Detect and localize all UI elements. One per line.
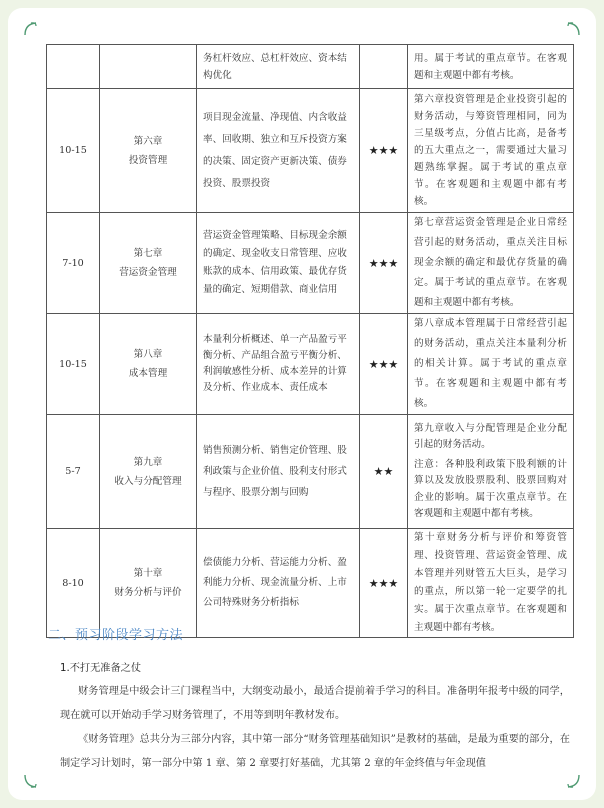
content-cell: 本量利分析概述、单一产品盈亏平衡分析、产品组合盈亏平衡分析、利润敏感性分析、成本差异的计算及分析、作业成本、责任成本 bbox=[197, 314, 360, 415]
chapter-number: 第十章 bbox=[133, 568, 163, 579]
table-row bbox=[47, 415, 574, 529]
desc-cell: 第七章营运资金管理是企业日常经营引起的财务活动，重点关注目标现金余额的确定和最优存货量的确定。属于考试的重点章节。在客观题和主观题中都有考核。 bbox=[408, 213, 574, 314]
desc-cell: 用。属于考试的重点章节。在客观题和主观题中都有考核。 bbox=[408, 45, 574, 89]
desc-note: 注意：各种股利政策下股利额的计算以及发放股票股利、股票回购对企业的影响。属于次重点章节。在客观题和主观题中都有考核。 bbox=[414, 458, 567, 519]
subsection-title: 1.不打无准备之仗 bbox=[60, 663, 142, 674]
chapter-cell bbox=[100, 45, 197, 89]
chapter-number: 第七章 bbox=[133, 248, 163, 259]
corner-decoration-top-right bbox=[564, 20, 582, 38]
paragraph: 财务管理是中级会计三门课程当中，大纲变动最小，最适合提前着手学习的科目。准备明年报考中级的同学，现在就可以开始动手学习财务管理了，不用等到明年教材发布。 bbox=[60, 686, 570, 721]
hours-cell: 10-15 bbox=[47, 314, 100, 415]
hours-cell: 8-10 bbox=[47, 529, 100, 638]
chapter-cell bbox=[100, 314, 197, 415]
chapter-name: 营运资金管理 bbox=[119, 267, 177, 278]
content-cell: 项目现金流量、净现值、内含收益率、回收期、独立和互斥投资方案的决策、固定资产更新决策、债券投资、股票投资 bbox=[197, 89, 360, 213]
stars-cell: ★★★ bbox=[360, 213, 408, 314]
study-plan-table bbox=[46, 44, 574, 638]
chapter-cell bbox=[100, 415, 197, 529]
section-title: 二、预习阶段学习方法 bbox=[48, 628, 184, 643]
content-cell: 销售预测分析、销售定价管理、股利政策与企业价值、股利支付形式与程序、股票分割与回购 bbox=[197, 415, 360, 529]
table-row bbox=[47, 314, 574, 415]
content-cell: 务杠杆效应、总杠杆效应、资本结构优化 bbox=[197, 45, 360, 89]
hours-cell: 7-10 bbox=[47, 213, 100, 314]
corner-decoration-top-left bbox=[22, 20, 40, 38]
stars-cell: ★★★ bbox=[360, 529, 408, 638]
content-cell: 营运资金管理策略、目标现金余额的确定、现金收支日常管理、应收账款的成本、信用政策、最优存货量的确定、短期借款、商业信用 bbox=[197, 213, 360, 314]
corner-decoration-bottom-left bbox=[22, 772, 40, 790]
stars-cell bbox=[360, 45, 408, 89]
chapter-cell bbox=[100, 529, 197, 638]
content-cell: 偿债能力分析、营运能力分析、盈利能力分析、现金流量分析、上市公司特殊财务分析指标 bbox=[197, 529, 360, 638]
chapter-name: 收入与分配管理 bbox=[114, 475, 182, 487]
chapter-name: 财务分析与评价 bbox=[114, 587, 182, 598]
chapter-cell bbox=[100, 213, 197, 314]
table-row bbox=[47, 529, 574, 638]
desc-cell bbox=[408, 415, 574, 529]
chapter-number: 第八章 bbox=[133, 349, 163, 360]
page-card bbox=[8, 8, 596, 800]
table-row bbox=[47, 89, 574, 213]
hours-cell: 5-7 bbox=[47, 415, 100, 529]
desc-main: 第九章收入与分配管理是企业分配引起的财务活动。 bbox=[414, 422, 567, 450]
chapter-number: 第六章 bbox=[133, 135, 163, 147]
stars-cell: ★★★ bbox=[360, 314, 408, 415]
hours-cell bbox=[47, 45, 100, 89]
stars-cell: ★★ bbox=[360, 415, 408, 529]
hours-cell: 10-15 bbox=[47, 89, 100, 213]
chapter-number: 第九章 bbox=[133, 456, 163, 468]
chapter-name: 成本管理 bbox=[128, 368, 168, 379]
desc-cell: 第六章投资管理是企业投资引起的财务活动，与筹资管理相同，同为三星级考点，分值占比高，是备考的五大重点之一，需要通过大量习题熟练掌握。属于考试的重点章节。在客观题和主观题中都有考核。 bbox=[408, 89, 574, 213]
desc-cell: 第十章财务分析与评价和筹资管理、投资管理、营运资金管理、成本管理并列财管五大巨头，是学习的重点，所以第一轮一定要学的扎实。属于次重点章节。在客观题和主观题中都有考核。 bbox=[408, 529, 574, 638]
stars-cell: ★★★ bbox=[360, 89, 408, 213]
desc-cell: 第八章成本管理属于日常经营引起的财务活动，重点关注本量利分析的相关计算。属于考试的重点章节。在客观题和主观题中都有考核。 bbox=[408, 314, 574, 415]
table-row bbox=[47, 45, 574, 89]
chapter-cell bbox=[100, 89, 197, 213]
chapter-name: 投资管理 bbox=[128, 154, 168, 166]
paragraph: 《财务管理》总共分为三部分内容，其中第一部分“财务管理基础知识”是教材的基础，是最为重要的部分，在制定学习计划时，第一部分中第 1 章、第 2 章要打好基础，尤其第 2 章的年金终值与年金现值 bbox=[60, 734, 570, 769]
table-row bbox=[47, 213, 574, 314]
